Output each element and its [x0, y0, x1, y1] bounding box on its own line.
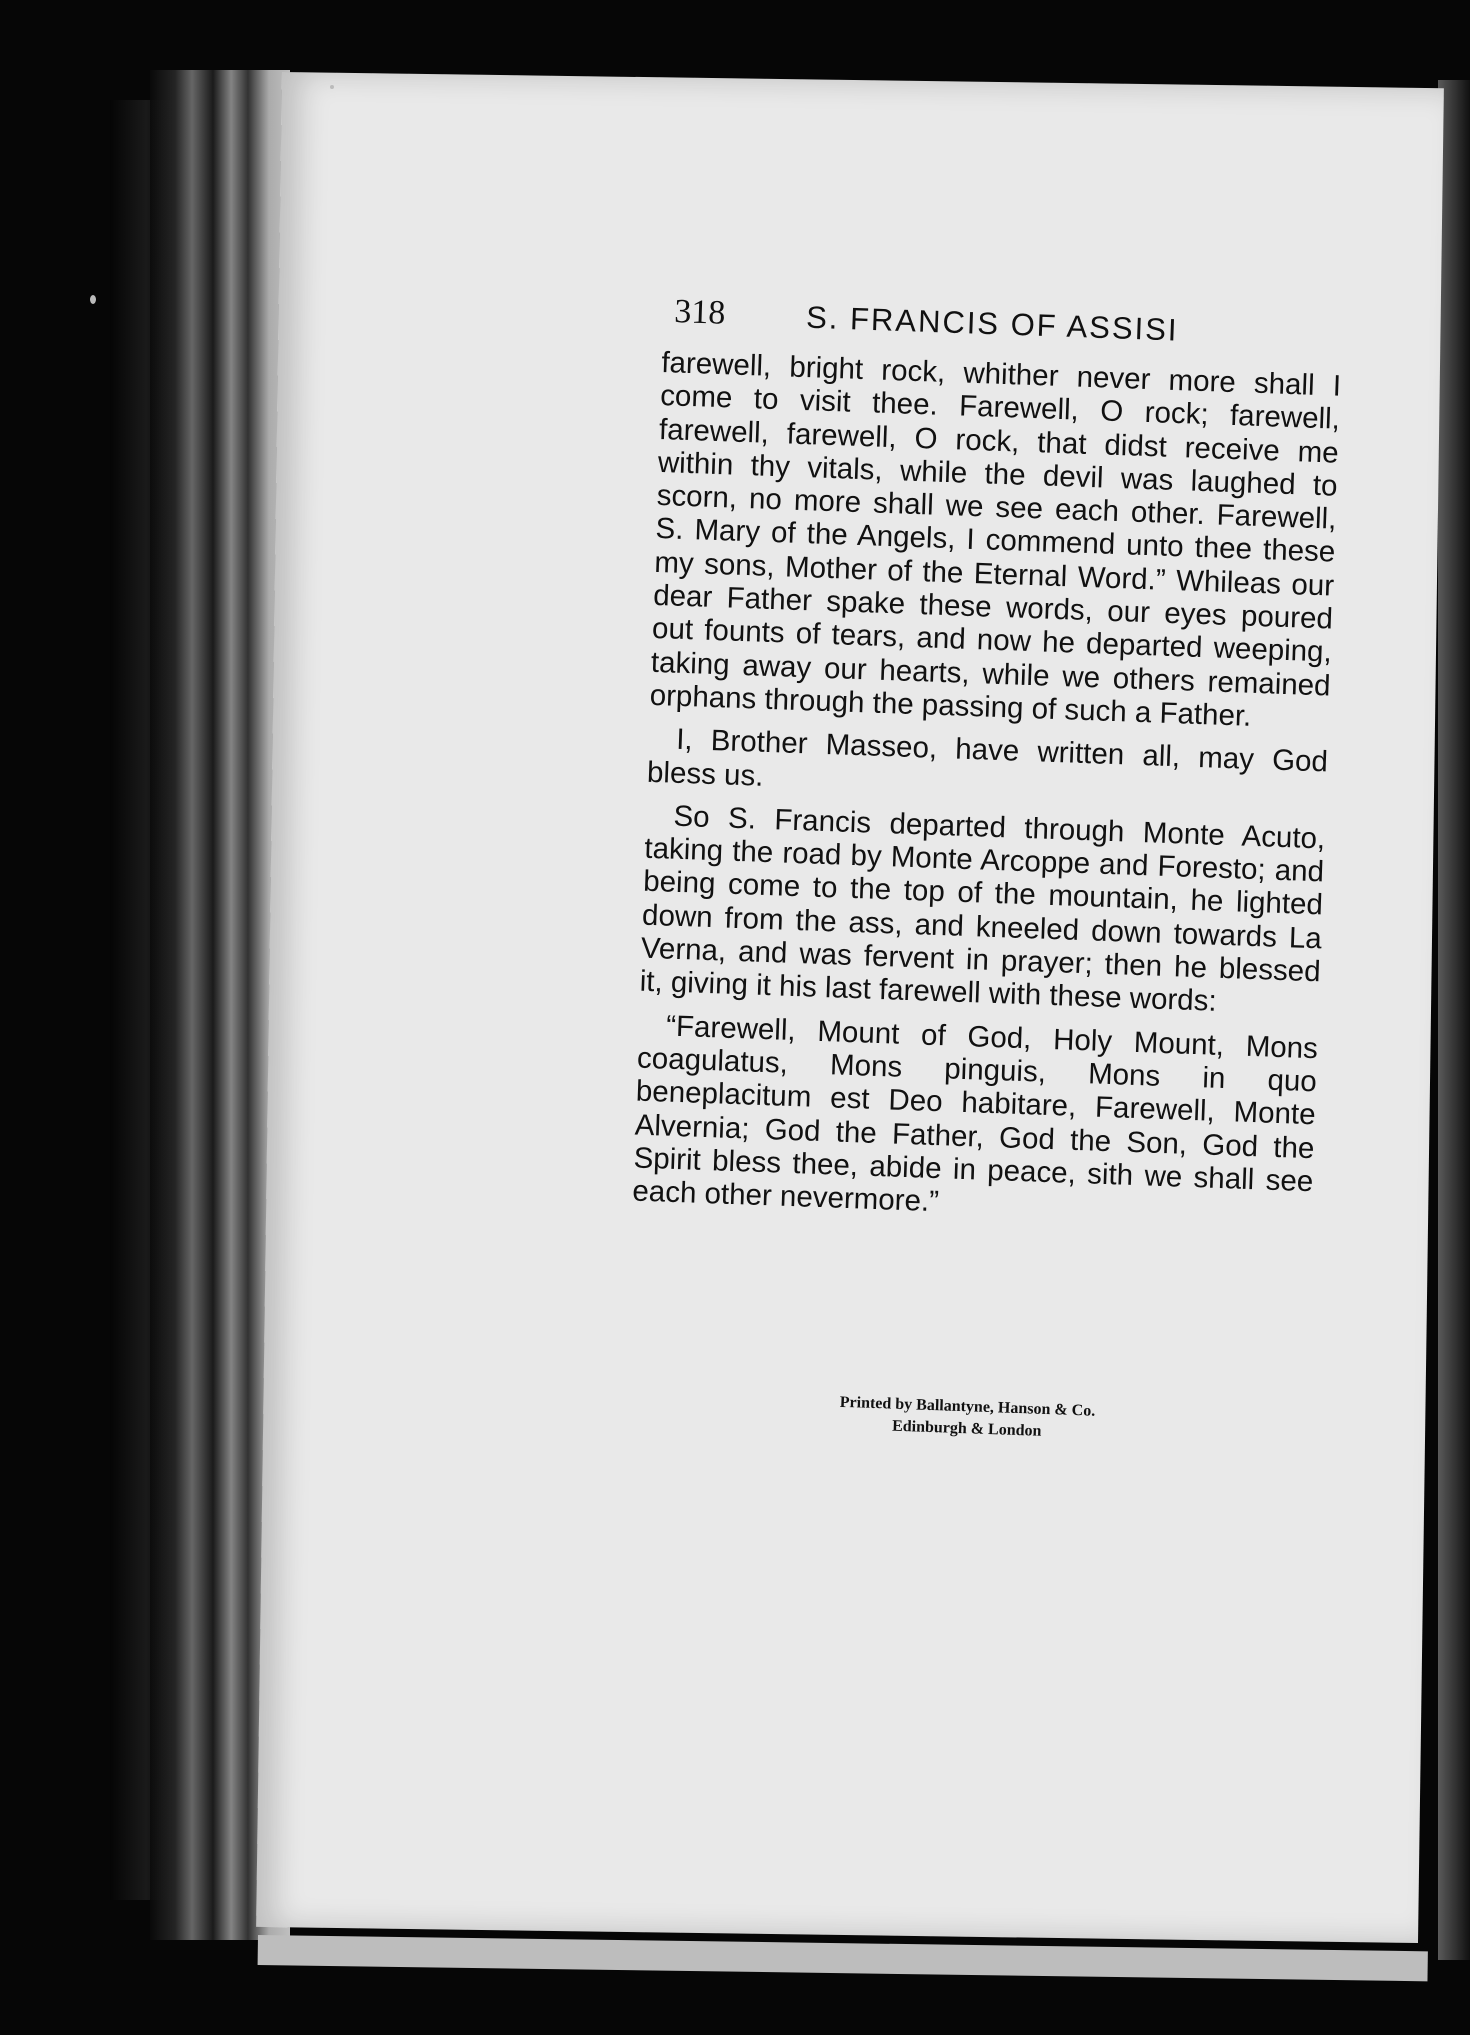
- paragraph-2: I, Brother Masseo, have written all, may God bless us.: [646, 723, 1329, 793]
- imprint-line-1: Printed by Ballantyne, Hanson & Co.: [839, 1393, 1096, 1420]
- page-bottom-edge: [258, 1935, 1428, 1981]
- dust-speck: [330, 85, 334, 89]
- running-title: S. FRANCIS OF ASSISI: [805, 299, 1180, 348]
- page-number: 318: [673, 293, 726, 332]
- body-text: [632, 346, 1342, 1232]
- dust-speck: [90, 295, 96, 304]
- right-page-shadow: [1438, 80, 1470, 1960]
- paragraph-3: So S. Francis departed through Monte Acuto, taking the road by Monte Arcoppe and Foresto; and being come to the top of the mountain, he lighted down from the ass, and kneeled down towards La Verna, and was fervent in prayer; then he blessed it, giving it his last farewell with these words:: [639, 799, 1326, 1019]
- imprint-line-2: Edinburgh & London: [891, 1417, 1042, 1440]
- paragraph-1: farewell, bright rock, whither never more shall I come to visit thee. Farewell, O rock; farewell, farewell, farewell, O rock, that didst receive me within thy vitals, while the devil was laughed to scorn, no more shall we see each other. Farewell, S. Mary of the Angels, I commend unto thee these my sons, Mother of the Eternal Word.” Whileas our dear Father spake these words, our eyes poured out founts of tears, and now he departed weeping, taking away our hearts, while we others remained orphans through the passing of such a Father.: [649, 346, 1342, 733]
- paragraph-4: “Farewell, Mount of God, Holy Mount, Mons coagulatus, Mons pinguis, Mons in quo beneplacitum est Deo habitare, Farewell, Monte Alvernia; God the Father, God the Son, God the Spirit bless thee, abide in peace, sith we shall see each other nevermore.”: [631, 1009, 1319, 1219]
